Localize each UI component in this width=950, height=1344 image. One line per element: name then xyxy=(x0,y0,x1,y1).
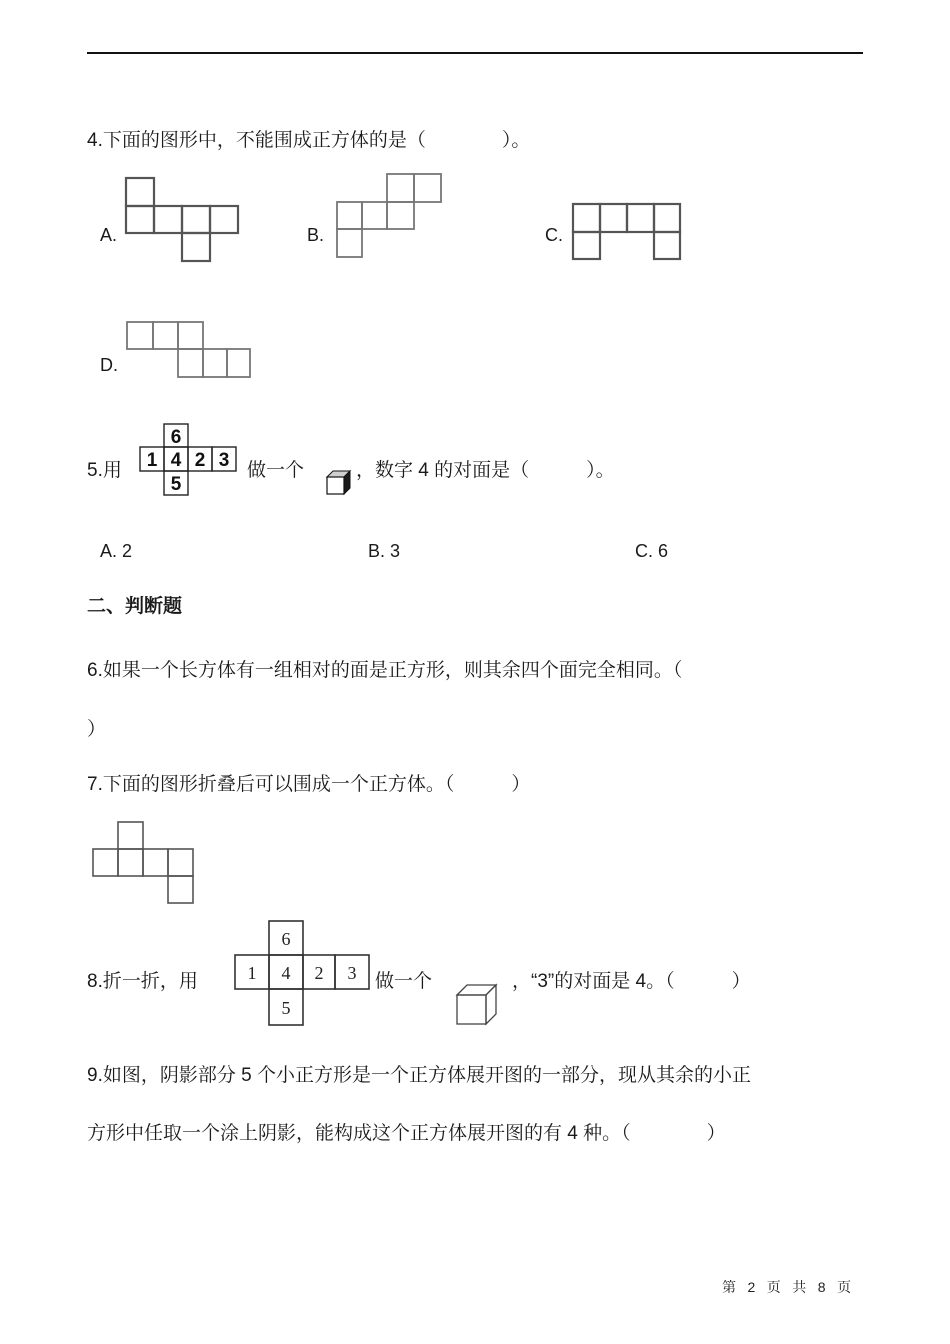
net-square xyxy=(414,174,441,202)
net-square xyxy=(126,178,154,206)
net-square xyxy=(362,202,387,229)
q6-line1: 6.如果一个长方体有一组相对的面是正方形，则其余四个面完全相同。（ xyxy=(87,660,683,681)
q5-option-a[interactable]: A. 2 xyxy=(100,541,133,561)
q7-stem: 7.下面的图形折叠后可以围成一个正方体。（ ） xyxy=(87,774,531,795)
net-square xyxy=(182,233,210,261)
footer-total-number: 8 xyxy=(817,1279,826,1295)
net-square xyxy=(168,876,193,903)
net-square xyxy=(654,232,680,259)
q4-option-d-net xyxy=(125,320,253,380)
net-number-1: 1 xyxy=(146,450,158,471)
net-number-4: 4 xyxy=(281,963,291,983)
footer-page-label: 第 xyxy=(722,1281,736,1296)
q4-option-c-label[interactable]: C. xyxy=(545,225,563,245)
net-square xyxy=(387,174,414,202)
net-square xyxy=(573,232,600,259)
cube-outline-icon xyxy=(455,983,499,1027)
q5-option-b[interactable]: B. 3 xyxy=(368,541,401,561)
net-square xyxy=(143,849,168,876)
net-square xyxy=(203,349,227,377)
net-square xyxy=(178,322,203,349)
net-square xyxy=(168,849,193,876)
net-square xyxy=(654,204,680,232)
q4-option-b-label[interactable]: B. xyxy=(307,225,325,245)
net-square xyxy=(154,206,182,233)
net-number-3: 3 xyxy=(218,450,230,471)
net-square xyxy=(127,322,153,349)
q9-line1: 9.如图，阴影部分 5 个小正方形是一个正方体展开图的一部分，现从其余的小正 xyxy=(87,1065,751,1086)
footer-total-unit: 页 xyxy=(837,1281,852,1296)
q4-stem: 4.下面的图形中，不能围成正方体的是（ ）。 xyxy=(87,130,531,151)
cube-icon xyxy=(326,470,352,496)
q8-suffix: ，“3”的对面是 4。（ ） xyxy=(512,971,751,992)
net-square xyxy=(182,206,210,233)
net-number-6: 6 xyxy=(281,929,291,949)
net-square xyxy=(337,229,362,257)
net-square xyxy=(118,849,143,876)
net-number-1: 1 xyxy=(247,963,257,983)
q4-option-a-label[interactable]: A. xyxy=(100,225,118,245)
net-number-3: 3 xyxy=(347,963,357,983)
net-square xyxy=(573,204,600,232)
net-square xyxy=(627,204,654,232)
q5-cube-net xyxy=(138,422,242,498)
q5-middle: 做一个 xyxy=(247,460,305,481)
footer-page-unit: 页 xyxy=(766,1281,781,1296)
q5-suffix: ，数字 4 的对面是（ ）。 xyxy=(356,460,615,481)
net-square xyxy=(387,202,414,229)
net-square xyxy=(600,204,627,232)
net-number-2: 2 xyxy=(194,450,206,471)
net-square xyxy=(93,849,118,876)
net-number-2: 2 xyxy=(314,963,324,983)
net-number-6: 6 xyxy=(170,427,182,448)
section-title: 二、判断题 xyxy=(87,596,183,617)
net-number-4: 4 xyxy=(170,450,182,471)
page-footer xyxy=(722,1277,851,1297)
net-square xyxy=(337,202,362,229)
footer-page-number: 2 xyxy=(747,1279,756,1295)
net-square xyxy=(126,206,154,233)
net-number-5: 5 xyxy=(170,474,182,495)
net-number-5: 5 xyxy=(281,998,291,1018)
net-square xyxy=(178,349,203,377)
q7-net xyxy=(91,820,197,906)
q5-option-c[interactable]: C. 6 xyxy=(635,541,669,561)
q9-line2: 方形中任取一个涂上阴影，能构成这个正方体展开图的有 4 种。（ ） xyxy=(87,1123,726,1144)
q4-option-d-label[interactable]: D. xyxy=(100,355,118,375)
q8-prefix: 8.折一折，用 xyxy=(87,971,198,992)
q6-line2: ） xyxy=(87,719,107,740)
q8-middle: 做一个 xyxy=(375,971,433,992)
net-square xyxy=(210,206,238,233)
q4-option-a-net xyxy=(124,176,240,264)
footer-total-label: 共 xyxy=(792,1281,807,1296)
q5-prefix: 5.用 xyxy=(87,460,122,481)
q4-option-b-net xyxy=(335,172,445,260)
net-square xyxy=(118,822,143,849)
q4-option-c-net xyxy=(571,202,683,262)
net-square xyxy=(153,322,178,349)
q8-cube-net xyxy=(233,919,373,1029)
header-rule xyxy=(87,52,863,54)
net-square xyxy=(227,349,250,377)
